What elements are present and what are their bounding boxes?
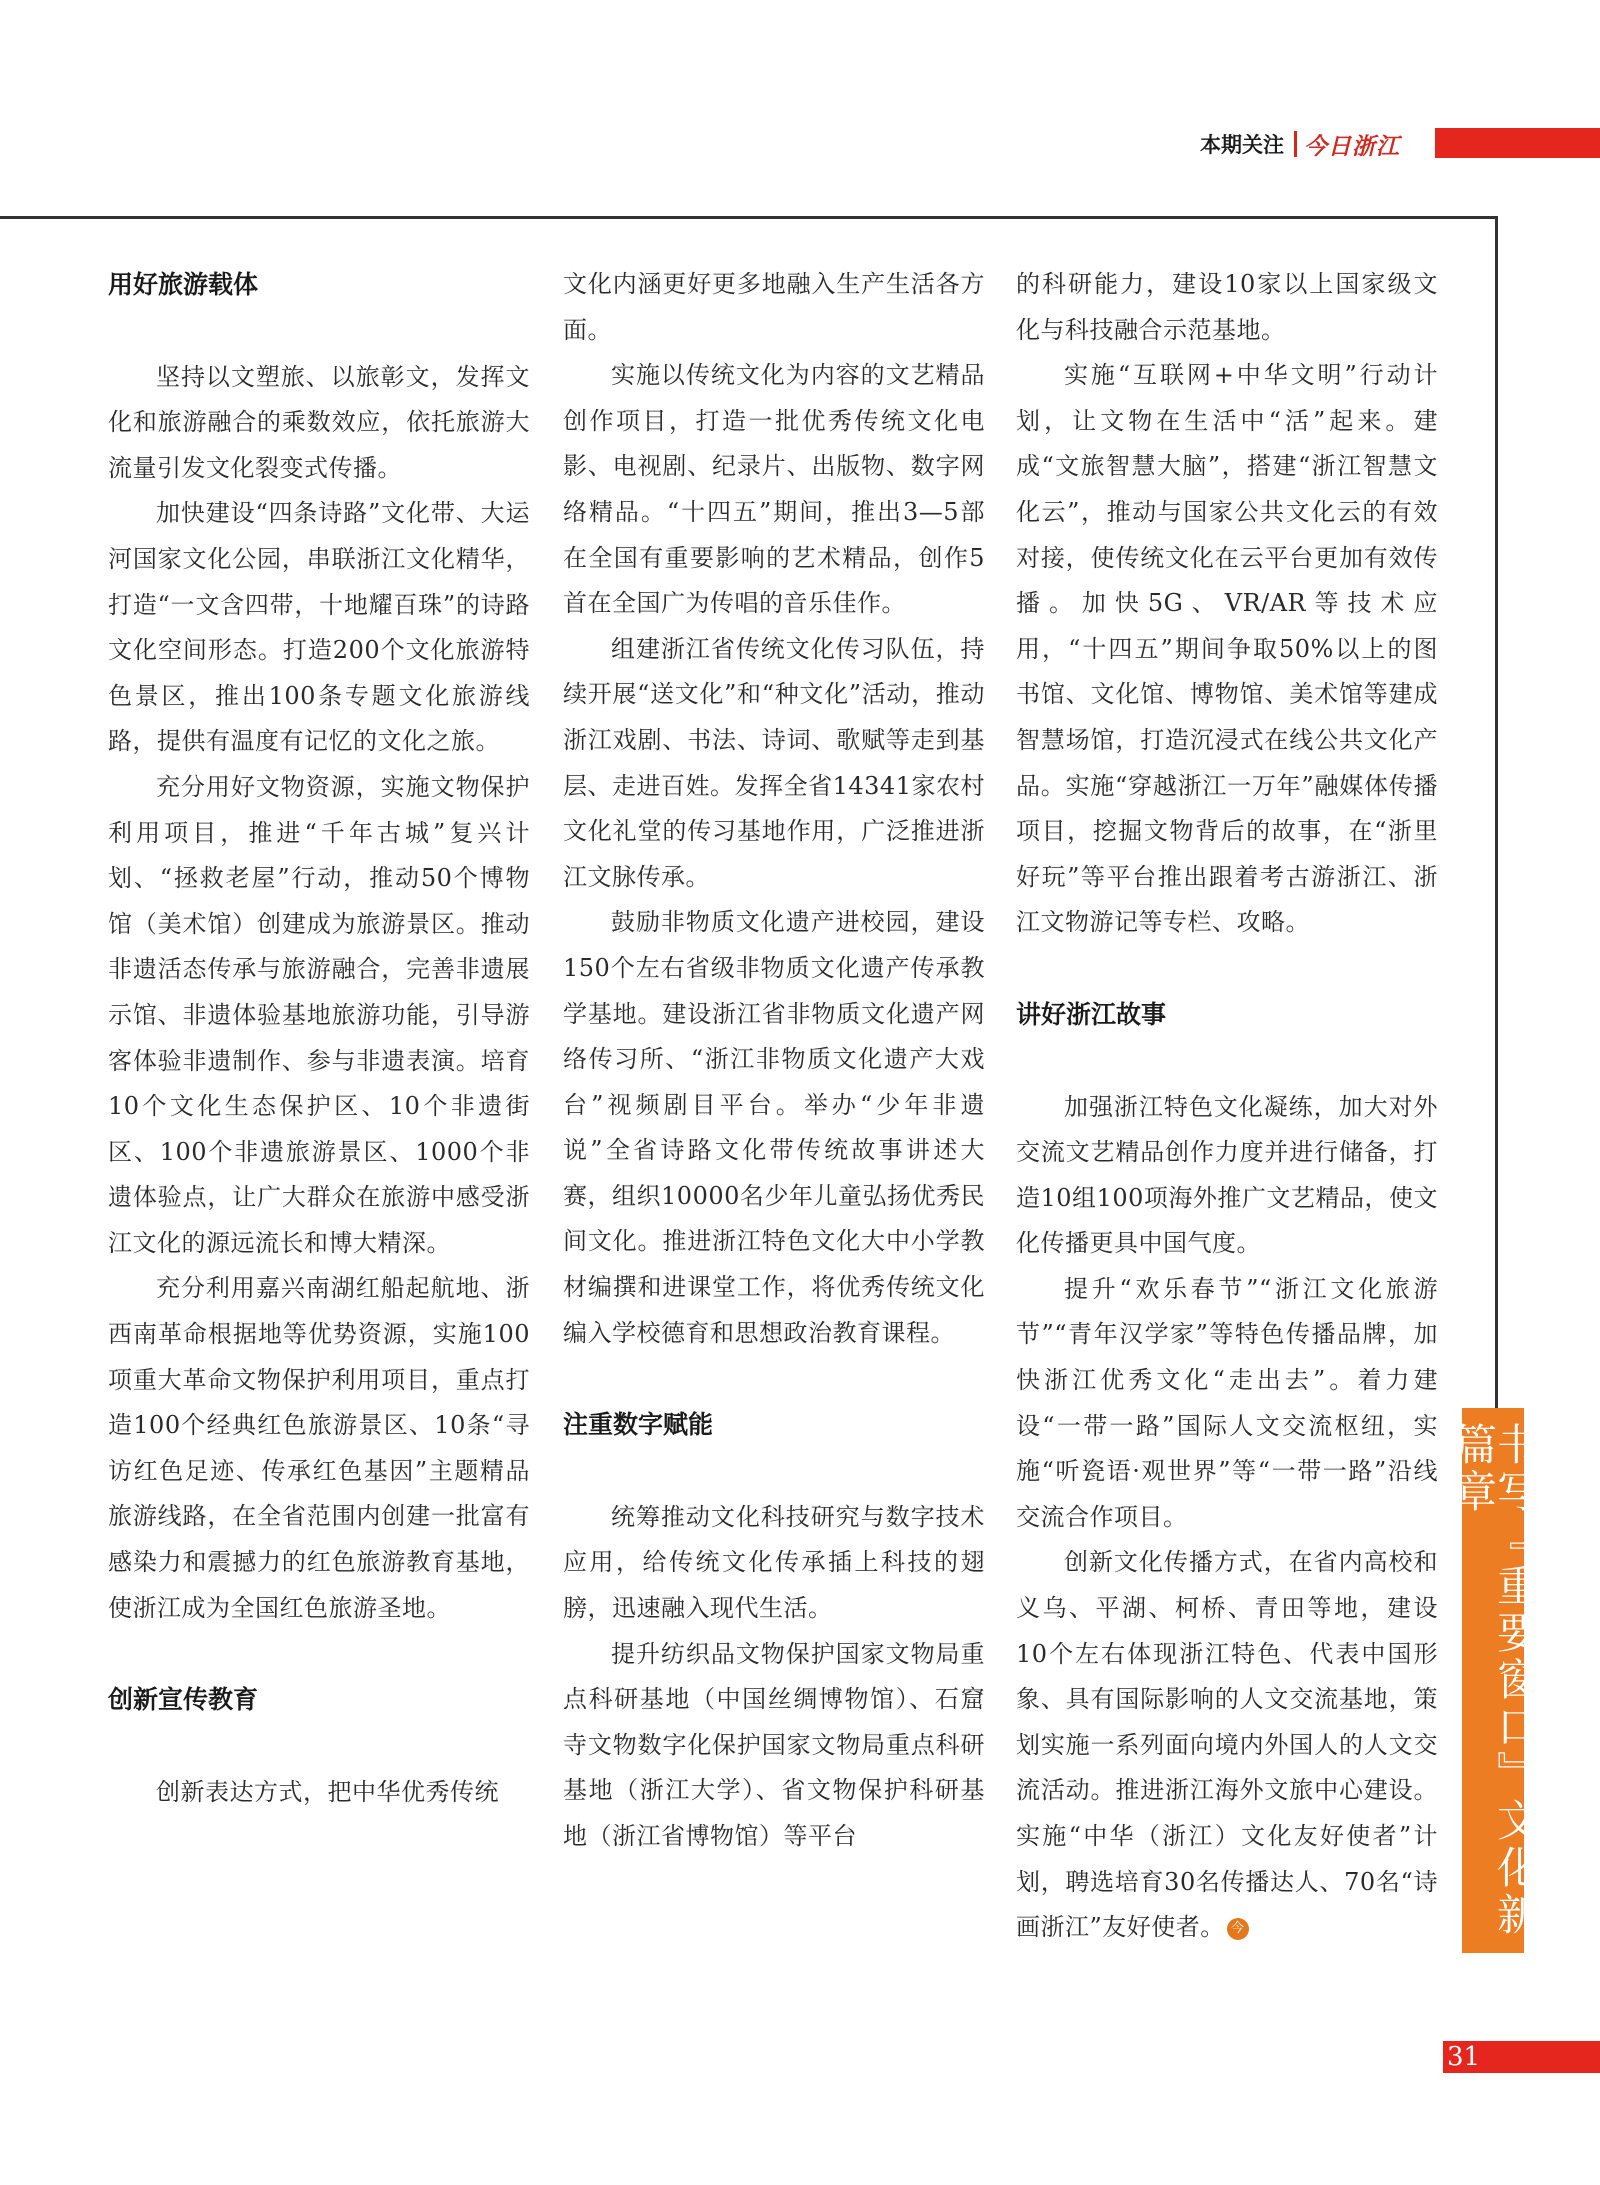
paragraph-final xyxy=(1016,1540,1438,1950)
running-header xyxy=(1200,124,1400,164)
paragraph: 提升“欢乐春节”“浙江文化旅游节”“青年汉学家”等特色传播品牌，加快浙江优秀文化“走出去”。着力建设“一带一路”国际人文交流枢纽，实施“听瓷语·观世界”等“一带一路”沿线交流合作项目。 xyxy=(1016,1274,1438,1531)
paragraph: 创新表达方式，把中华优秀传统 xyxy=(156,1777,499,1806)
paragraph: 提升纺织品文物保护国家文物局重点科研基地（中国丝绸博物馆）、石窟寺文物数字化保护国家文物局重点科研基地（浙江大学）、省文物保护科研基地（浙江省博物馆）等平台 xyxy=(563,1639,985,1850)
end-mark-icon: 今 xyxy=(1227,1918,1249,1940)
paragraph: 鼓励非物质文化遗产进校园，建设150个左右省级非物质文化遗产传承教学基地。建设浙江省非物质文化遗产网络传习所、“浙江非物质文化遗产大戏台”视频剧目平台。举办“少年非遗说”全省诗路文化带传统故事讲述大赛，组织10000名少年儿童弘扬优秀民间文化。推进浙江特色文化大中小学教材编撰和进课堂工作，将优秀传统文化编入学校德育和思想政治教育课程。 xyxy=(563,908,985,1347)
frame-rule-right xyxy=(1495,216,1498,1408)
paragraph: 加快建设“四条诗路”文化带、大运河国家文化公园，串联浙江文化精华，打造“一文含四带，十地耀百珠”的诗路文化空间形态。打造200个文化旅游特色景区，推出100条专题文化旅游线路，提供有温度有记忆的文化之旅。 xyxy=(108,499,530,756)
paragraph: 坚持以文塑旅、以旅彰文，发挥文化和旅游融合的乘数效应，依托旅游大流量引发文化裂变式传播。 xyxy=(108,362,530,482)
text-column-1 xyxy=(108,262,530,1815)
text-column-3 xyxy=(1016,262,1438,1951)
paragraph: 充分用好文物资源，实施文物保护利用项目，推进“千年古城”复兴计划、“拯救老屋”行动，推动50个博物馆（美术馆）创建成为旅游景区。推动非遗活态传承与旅游融合，完善非遗展示馆、非遗体验基地旅游功能，引导游客体验非遗制作、参与非遗表演。培育10个文化生态保护区、10个非遗街区、100个非遗旅游景区、1000个非遗体验点，让广大群众在旅游中感受浙江文化的源远流长和博大精深。 xyxy=(108,772,530,1257)
paragraph: 实施以传统文化为内容的文艺精品创作项目，打造一批优秀传统文化电影、电视剧、纪录片、出版物、数字网络精品。“十四五”期间，推出3—5部在全国有重要影响的艺术精品，创作5首在全国广为传唱的音乐佳作。 xyxy=(563,361,985,618)
paragraph: 统筹推动文化科技研究与数字技术应用，给传统文化传承插上科技的翅膀，迅速融入现代生活。 xyxy=(563,1502,985,1623)
section-heading: 讲好浙江故事 xyxy=(1016,999,1167,1029)
header-divider xyxy=(1294,131,1297,157)
section-heading: 创新宣传教育 xyxy=(108,1685,259,1715)
paragraph-continued: 文化内涵更好更多地融入生产生活各方面。 xyxy=(563,270,985,344)
paragraph: 充分利用嘉兴南湖红船起航地、浙西南革命根据地等优势资源，实施100项重大革命文物保护利用项目，重点打造100个经典红色旅游景区、10条“寻访红色足迹、传承红色基因”主题精品旅游线路，在全省范围内创建一批富有感染力和震撼力的红色旅游教育基地，使浙江成为全国红色旅游圣地。 xyxy=(108,1274,530,1622)
paragraph: 组建浙江省传统文化传习队伍，持续开展“送文化”和“种文化”活动，推动浙江戏剧、书法、诗词、歌赋等走到基层、走进百姓。发挥全省14341家农村文化礼堂的传习基地作用，广泛推进浙江文脉传承。 xyxy=(563,634,985,891)
side-banner xyxy=(1447,1408,1540,1953)
paragraph-continued: 的科研能力，建设10家以上国家级文化与科技融合示范基地。 xyxy=(1016,270,1438,344)
side-banner-title: 书写『重要窗口』文化新篇章 xyxy=(1447,1422,1540,1939)
paragraph: 实施“互联网+中华文明”行动计划，让文物在生活中“活”起来。建成“文旅智慧大脑”，搭建“浙江智慧文化云”，推动与国家公共文化云的有效对接，使传统文化在云平台更加有效传播。加快5G、VR/AR等技术应用，“十四五”期间争取50%以上的图书馆、文化馆、博物馆、美术馆等建成智慧场馆，打造沉浸式在线公共文化产品。实施“穿越浙江一万年”融媒体传播项目，挖掘文物背后的故事，在“浙里好玩”等平台推出跟着考古游浙江、浙江文物游记等专栏、攻略。 xyxy=(1016,361,1438,937)
magazine-logo: 今日浙江 xyxy=(1304,132,1400,160)
paragraph: 加强浙江特色文化凝练，加大对外交流文艺精品创作力度并进行储备，打造10组100项海外推广文艺精品，使文化传播更具中国气度。 xyxy=(1016,1092,1438,1258)
header-accent-bar xyxy=(1435,128,1600,158)
frame-rule-top xyxy=(0,216,1498,219)
page-number: 31 xyxy=(1447,2042,1481,2072)
section-heading: 注重数字赋能 xyxy=(563,1410,714,1440)
section-heading: 用好旅游载体 xyxy=(108,270,259,299)
paragraph-text: 创新文化传播方式，在省内高校和义乌、平湖、柯桥、青田等地，建设10个左右体现浙江特色、代表中国形象、具有国际影响的人文交流基地，策划实施一系列面向境内外国人的人文交流活动。推进浙江海外文旅中心建设。实施“中华（浙江）文化友好使者”计划，聘选培育30名传播达人、70名“诗画浙江”友好使者。 xyxy=(1016,1548,1438,1942)
text-column-2 xyxy=(563,262,985,1860)
section-label: 本期关注 xyxy=(1200,133,1284,157)
